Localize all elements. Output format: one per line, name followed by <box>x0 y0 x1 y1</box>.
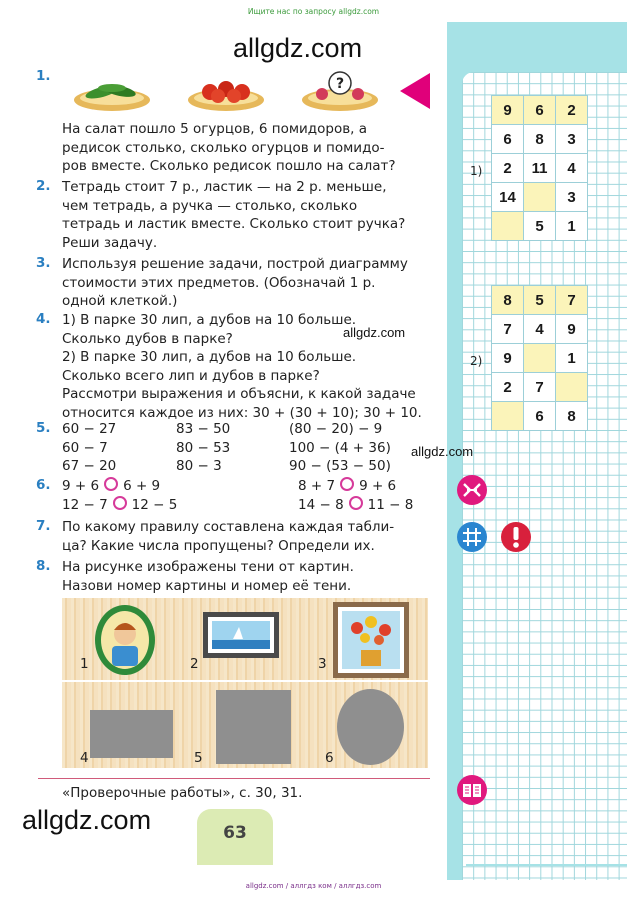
table-cell: 3 <box>556 125 588 154</box>
task-number: 2. <box>36 178 51 194</box>
table-cell: 7 <box>492 315 524 344</box>
task-line: 1) В парке 30 лип, а дубов на 10 больше. <box>62 312 357 328</box>
square-shadow-5 <box>216 690 291 764</box>
table-cell-blank <box>524 183 556 212</box>
task-line: одной клеткой.) <box>62 293 178 309</box>
expression: 12 − 5 <box>131 496 178 513</box>
picture-label: 3 <box>318 656 327 672</box>
task-line: редисок столько, сколько огурцов и помидо- <box>62 139 385 156</box>
task-line: 2) В парке 30 лип, а дубов на 10 больше. <box>62 349 357 365</box>
radishes-plate-illustration <box>300 70 380 114</box>
expression: 14 − 8 <box>298 496 344 513</box>
table-cell: 8 <box>524 125 556 154</box>
cucumbers-plate-illustration <box>72 76 152 114</box>
task-line: Используя решение задачи, построй диаграмму <box>62 256 408 272</box>
table-cell: 7 <box>524 373 556 402</box>
watermark-top: allgdz.com <box>233 33 363 63</box>
compare-circle[interactable] <box>349 496 363 510</box>
wall-divider <box>62 680 428 682</box>
expression: (80 − 20) − 9 <box>289 421 383 437</box>
task-line: чем тетрадь, а ручка — столько, сколько <box>62 197 358 214</box>
table-cell: 2 <box>492 373 524 402</box>
task-line: На рисунке изображены тени от картин. <box>62 559 354 575</box>
panel-separator <box>466 864 627 866</box>
shadow-label: 5 <box>194 750 203 766</box>
table-cell: 4 <box>524 315 556 344</box>
task-line: На салат пошло 5 огурцов, 6 помидоров, а <box>62 121 368 137</box>
top-watermark-note: Ищите нас по запросу allgdz.com <box>247 7 380 16</box>
expression: 80 − 53 <box>176 439 231 456</box>
table-cell: 7 <box>556 286 588 315</box>
table-cell: 5 <box>524 286 556 315</box>
picture-label: 2 <box>190 656 199 672</box>
table-cell: 1 <box>556 344 588 373</box>
task-line: Реши задачу. <box>62 234 158 251</box>
task-line: Рассмотри выражения и объясни, к какой задаче <box>62 386 416 402</box>
table-cell: 2 <box>556 96 588 125</box>
task-line: Назови номер картины и номер её тени. <box>62 577 352 594</box>
table-cell-blank <box>492 402 524 431</box>
expression: 60 − 27 <box>62 421 117 437</box>
expression: 9 + 6 <box>359 478 397 494</box>
compare-circle[interactable] <box>340 477 354 491</box>
rectangle-shadow-4 <box>90 710 173 758</box>
expression: 6 + 9 <box>123 478 161 494</box>
picture-label: 1 <box>80 656 89 672</box>
shadow-label: 6 <box>325 750 334 766</box>
table-cell: 6 <box>492 125 524 154</box>
table-2-label: 2) <box>470 354 483 368</box>
compare-circle[interactable] <box>104 477 118 491</box>
task-number: 1. <box>36 68 51 84</box>
bottom-watermark-note: allgdz.com / аллгдз ком / аллгдз.com <box>245 882 382 890</box>
expression: 90 − (53 − 50) <box>289 458 391 474</box>
watermark-mid-2: allgdz.com <box>411 444 474 459</box>
pink-arrows-icon <box>456 474 488 506</box>
table-cell: 11 <box>524 154 556 183</box>
table-cell: 14 <box>492 183 524 212</box>
tomatoes-plate-illustration <box>186 76 266 114</box>
table-cell: 2 <box>492 154 524 183</box>
table-cell: 9 <box>556 315 588 344</box>
compare-circle[interactable] <box>113 496 127 510</box>
task-line: По какому правилу составлена каждая табли- <box>62 519 395 535</box>
table-cell: 6 <box>524 402 556 431</box>
task-line: ца? Какие числа пропущены? Определи их. <box>62 537 375 554</box>
task-line: относится каждое из них: 30 + (30 + 10); 30 + 10. <box>62 404 422 421</box>
task-line: Сколько дубов в парке? <box>62 330 233 347</box>
expression: 12 − 7 <box>62 496 108 513</box>
table-cell: 9 <box>492 344 524 373</box>
table-cell: 1 <box>556 212 588 241</box>
expression: 80 − 3 <box>176 458 222 474</box>
table-1-label: 1) <box>470 164 483 178</box>
task-number: 7. <box>36 518 51 534</box>
flowers-picture-3 <box>333 602 409 678</box>
expression: 8 + 7 <box>298 478 336 494</box>
watermark-mid-1: allgdz.com <box>343 325 406 340</box>
task-line: Сколько всего лип и дубов в парке? <box>62 367 320 384</box>
task-number: 8. <box>36 558 51 574</box>
table-cell-blank <box>524 344 556 373</box>
number-table-1 <box>491 95 588 241</box>
page-number: 63 <box>197 809 273 865</box>
svg-text:?: ? <box>335 76 345 92</box>
task-line: тетрадь и ластик вместе. Сколько стоит ручка? <box>62 216 406 232</box>
red-exclamation-icon <box>500 521 532 553</box>
watermark-bottom: allgdz.com <box>22 805 152 835</box>
footer-rule <box>38 778 430 779</box>
pink-book-icon <box>456 774 488 806</box>
task-line: стоимости этих предметов. (Обозначай 1 р. <box>62 274 376 291</box>
table-cell: 5 <box>524 212 556 241</box>
pink-triangle-icon <box>398 71 432 111</box>
task-number: 3. <box>36 255 51 271</box>
table-cell: 8 <box>492 286 524 315</box>
number-table-2 <box>491 285 588 431</box>
expression: 100 − (4 + 36) <box>289 439 391 456</box>
seascape-picture-2 <box>203 612 279 658</box>
blue-grid-icon <box>456 521 488 553</box>
task-number: 6. <box>36 477 51 493</box>
table-cell: 9 <box>492 96 524 125</box>
task-line: Тетрадь стоит 7 р., ластик — на 2 р. меньше, <box>62 179 387 195</box>
shadow-label: 4 <box>80 750 89 766</box>
table-cell-blank <box>556 373 588 402</box>
table-cell: 8 <box>556 402 588 431</box>
table-cell-blank <box>492 212 524 241</box>
expression: 9 + 6 <box>62 478 100 494</box>
table-cell: 3 <box>556 183 588 212</box>
oval-shadow-6 <box>337 689 404 765</box>
expression: 60 − 7 <box>62 439 108 456</box>
task-number: 4. <box>36 311 51 327</box>
portrait-picture-1 <box>94 604 156 676</box>
table-cell: 4 <box>556 154 588 183</box>
table-cell: 6 <box>524 96 556 125</box>
expression: 11 − 8 <box>367 496 414 513</box>
task-number: 5. <box>36 420 51 436</box>
workbook-reference: «Проверочные работы», с. 30, 31. <box>62 785 303 801</box>
expression: 67 − 20 <box>62 458 117 474</box>
expression: 83 − 50 <box>176 421 231 437</box>
task-line: ров вместе. Сколько редисок пошло на салат? <box>62 158 396 174</box>
